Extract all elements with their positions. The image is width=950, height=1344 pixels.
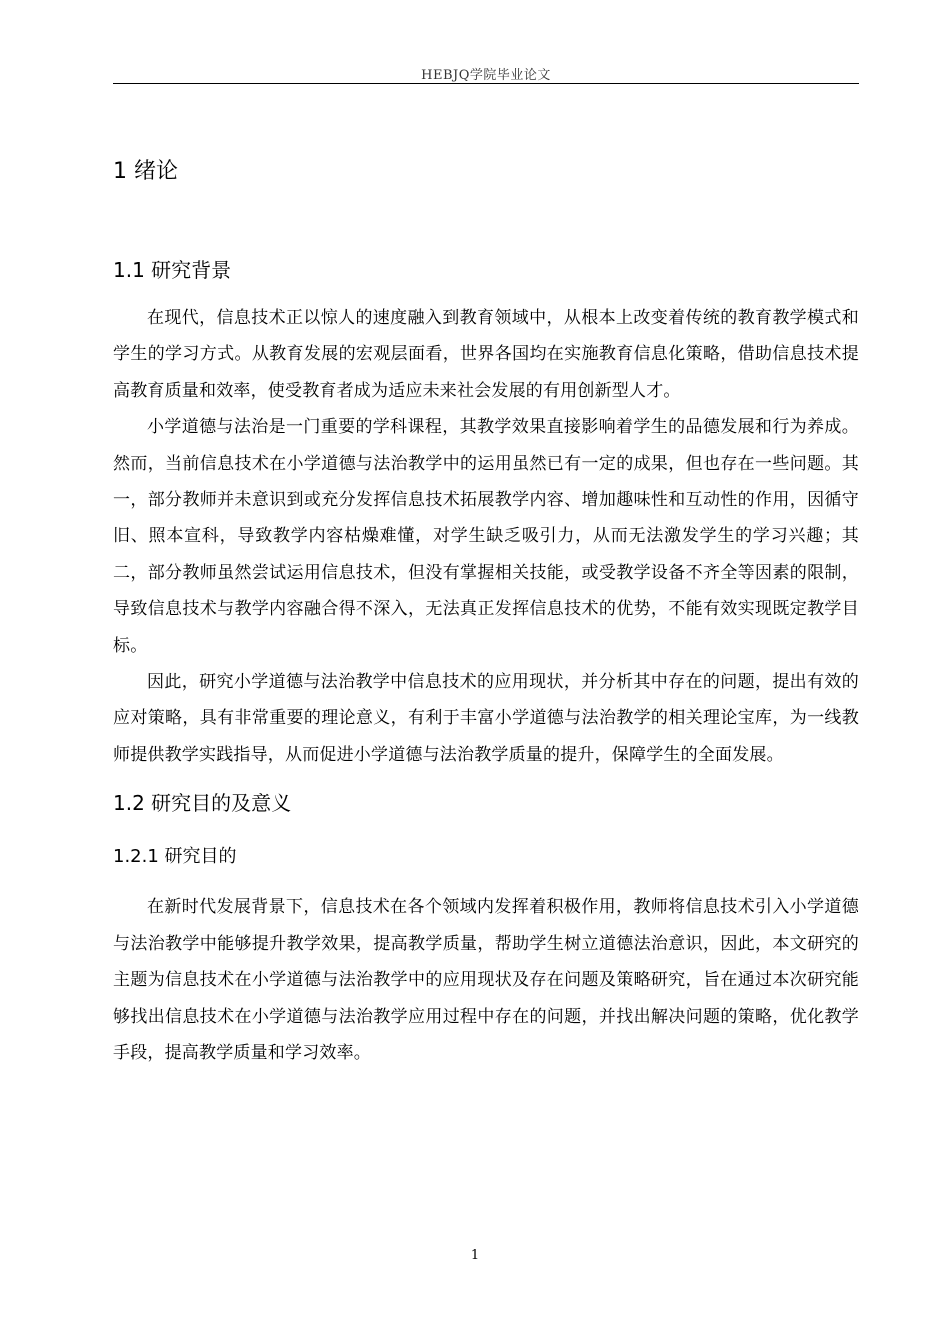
chapter-title: 1 绪论 [113,159,178,184]
section-title-1-1: 1.1 研究背景 [113,258,232,282]
running-header: HEBJQ学院毕业论文 [421,68,551,83]
paragraph: 在现代，信息技术正以惊人的速度融入到教育领域中，从根本上改变着传统的教育教学模式和学生的学习方式。从教育发展的宏观层面看，世界各国均在实施教育信息化策略，借助信息技术提高教育质量和效率，使受教育者成为适应未来社会发展的有用创新型人才。 [113,308,859,401]
paragraph: 在新时代发展背景下，信息技术在各个领域内发挥着积极作用，教师将信息技术引入小学道德与法治教学中能够提升教学效果，提高教学质量，帮助学生树立道德法治意识，因此，本文研究的主题为信息技术在小学道德与法治教学中的应用现状及存在问题及策略研究，旨在通过本次研究能够找出信息技术在小学道德与法治教学应用过程中存在的问题，并找出解决问题的策略，优化教学手段，提高教学质量和学习效率。 [113,897,859,1063]
subsection-title-1-2-1: 1.2.1 研究目的 [113,846,237,868]
page-number: 1 [470,1248,480,1263]
section-title-1-2: 1.2 研究目的及意义 [113,791,292,816]
header-rule [113,83,859,84]
paragraph: 小学道德与法治是一门重要的学科课程，其教学效果直接影响着学生的品德发展和行为养成。然而，当前信息技术在小学道德与法治教学中的运用虽然已有一定的成果，但也存在一些问题。其一，部分教师并未意识到或充分发挥信息技术拓展教学内容、增加趣味性和互动性的作用，因循守旧、照本宣科，导致教学内容枯燥难懂，对学生缺乏吸引力，从而无法激发学生的学习兴趣；其二，部分教师虽然尝试运用信息技术，但没有掌握相关技能，或受教学设备不齐全等因素的限制，导致信息技术与教学内容融合得不深入，无法真正发挥信息技术的优势，不能有效实现既定教学目标。 [113,417,859,656]
paragraph: 因此，研究小学道德与法治教学中信息技术的应用现状，并分析其中存在的问题，提出有效的应对策略，具有非常重要的理论意义，有利于丰富小学道德与法治教学的相关理论宝库，为一线教师提供教学实践指导，从而促进小学道德与法治教学质量的提升，保障学生的全面发展。 [113,672,859,765]
main-content [113,150,859,1071]
